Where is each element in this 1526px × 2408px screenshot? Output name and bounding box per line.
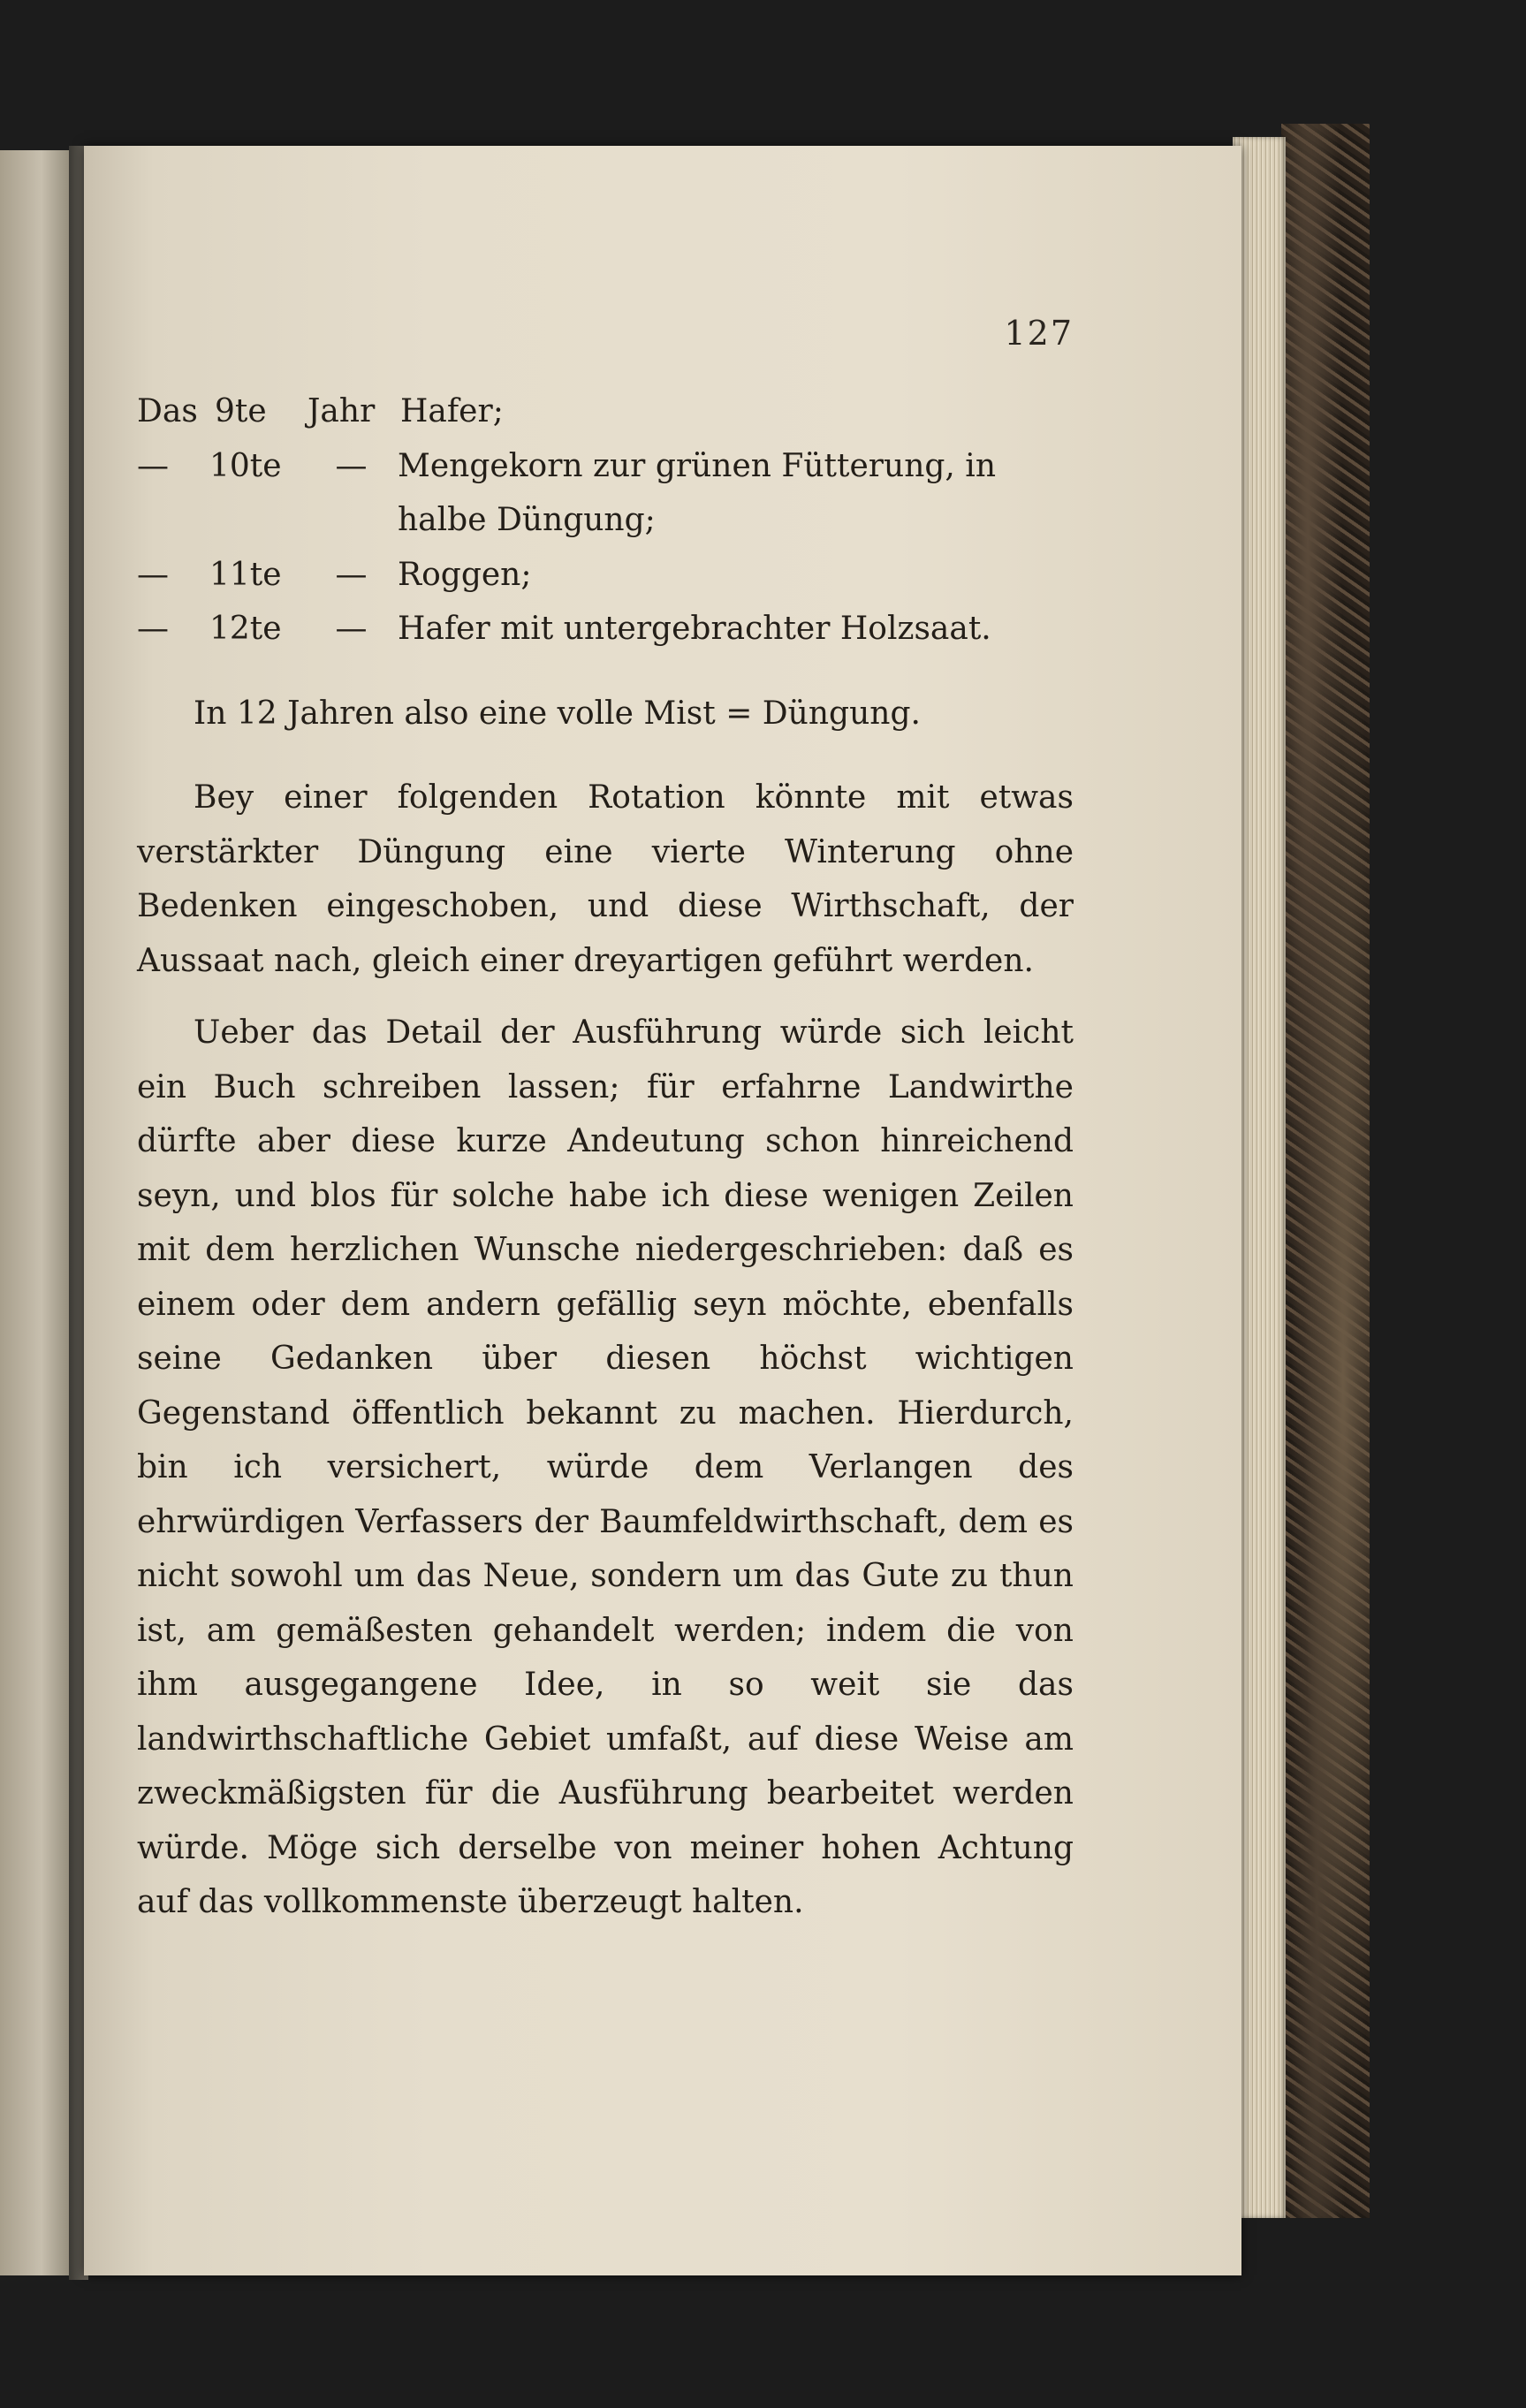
rotation-dash: — <box>335 447 368 484</box>
spacer <box>137 657 1074 687</box>
rotation-ordinal: 11te <box>209 556 282 593</box>
marbled-cover-board <box>1281 124 1370 2218</box>
rotation-row-12 <box>137 602 1074 657</box>
rotation-dash: — <box>335 556 368 593</box>
previous-page-edge <box>0 150 75 2275</box>
rotation-row-9 <box>137 384 1074 439</box>
paragraph-summary: In 12 Jahren also eine volle Mist = Düngung. <box>194 695 921 732</box>
rotation-ordinal: 9te <box>215 393 267 429</box>
rotation-dash: — <box>137 556 169 593</box>
rotation-prefix: Das <box>137 393 198 429</box>
rotation-row-10 <box>137 439 1074 494</box>
page-text <box>137 384 1074 1930</box>
rotation-crop: Hafer mit untergebrachter Holzsaat. <box>398 611 991 647</box>
spacer <box>137 988 1074 1006</box>
book-page <box>84 146 1241 2275</box>
rotation-dash: — <box>137 447 169 484</box>
rotation-ordinal: 10te <box>209 447 282 484</box>
rotation-row-11 <box>137 548 1074 603</box>
rotation-crop: Roggen; <box>398 556 532 593</box>
rotation-ordinal: 12te <box>209 611 282 647</box>
rotation-dash: — <box>137 611 169 647</box>
rotation-crop: Hafer; <box>400 393 504 429</box>
paragraph-conclusion: Ueber das Detail der Ausführung würde sich leicht ein Buch schreiben lassen; für erfahrne Landwirthe dürfte aber diese kurze Andeutung schon hinreichend seyn, und blos für solche habe ich diese wenigen Zeilen mit dem herzlichen Wunsche niedergeschrieben: daß es einem oder dem andern gefällig seyn möchte, ebenfalls seine Gedanken über diesen höchst wichtigen Gegenstand öffentlich bekannt zu machen. Hierdurch, bin ich versichert, würde dem Verlangen des ehrwürdigen Verfassers der Baumfeldwirthschaft, dem es nicht sowohl um das Neue, sondern um das Gute zu thun ist, am gemäßesten gehandelt werden; indem die von ihm ausgegangene Idee, in so weit sie das landwirthschaftliche Gebiet umfaßt, auf diese Weise am zweckmäßigsten für die Ausführung bearbeitet werden würde. Möge sich derselbe von meiner hohen Achtung auf das vollkommenste überzeugt halten. <box>137 1014 1074 1920</box>
rotation-crop: Mengekorn zur grünen Fütterung, in <box>398 447 997 484</box>
rotation-row-10-continued: halbe Düngung; <box>398 502 656 538</box>
paragraph-rotation-note: Bey einer folgenden Rotation könnte mit etwas verstärkter Düngung eine vierte Winterung ohne Bedenken eingeschoben, und diese Wirthschaft, der Aussaat nach, gleich einer dreyartigen geführt werden. <box>137 779 1074 979</box>
rotation-word: Jahr <box>307 393 376 429</box>
page-number: 127 <box>1004 314 1074 353</box>
rotation-dash: — <box>335 611 368 647</box>
spacer <box>137 741 1074 771</box>
